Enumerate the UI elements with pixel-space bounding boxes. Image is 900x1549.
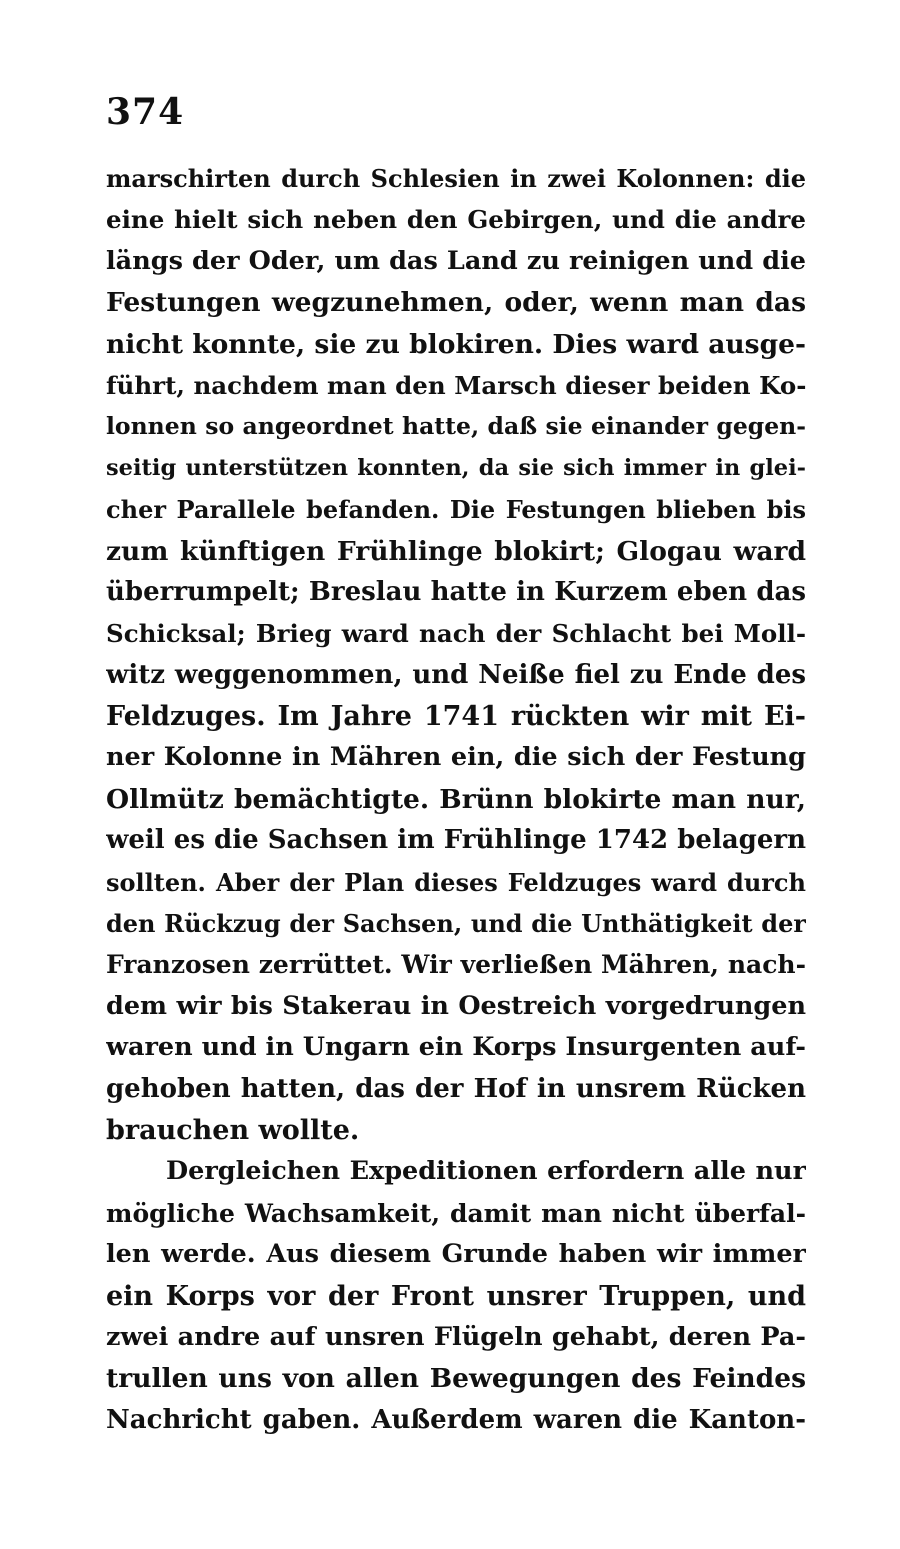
text-line: waren und in Ungarn ein Korps Insurgenten auf-: [106, 1032, 806, 1063]
text-line: weil es die Sachsen im Frühlinge 1742 belagern: [106, 825, 806, 856]
paragraph-start-line: Dergleichen Expeditionen erfordern alle nur: [166, 1156, 806, 1187]
text-line: mögliche Wachsamkeit, damit man nicht überfal-: [106, 1198, 806, 1228]
text-line: zum künftigen Frühlinge blokirt; Glogau ward: [106, 535, 806, 567]
text-line: Nachricht gaben. Außerdem waren die Kanton-: [106, 1404, 806, 1435]
text-line: lonnen so angeordnet hatte, daß sie einander gegen-: [106, 412, 806, 441]
text-line: Schicksal; Brieg ward nach der Schlacht bei Moll-: [106, 619, 806, 649]
text-line: sollten. Aber der Plan dieses Feldzuges ward durch: [106, 867, 806, 897]
text-line: eine hielt sich neben den Gebirgen, und die andre: [106, 205, 806, 235]
text-line: Feldzuges. Im Jahre 1741 rückten wir mit Ei-: [106, 701, 806, 733]
body-text: [106, 158, 806, 1441]
text-line: Franzosen zerrüttet. Wir verließen Mähren, nach-: [106, 950, 806, 980]
text-line: nicht konnte, sie zu blokiren. Dies ward ausge-: [106, 328, 806, 360]
text-line: Ollmütz bemächtigte. Brünn blokirte man nur,: [106, 783, 806, 815]
text-line: den Rückzug der Sachsen, und die Unthätigkeit der: [106, 909, 806, 939]
text-line: dem wir bis Stakerau in Oestreich vorgedrungen: [106, 990, 806, 1021]
text-line: trullen uns von allen Bewegungen des Feindes: [106, 1363, 806, 1395]
text-line: ner Kolonne in Mähren ein, die sich der Festung: [106, 742, 806, 773]
text-line: führt, nachdem man den Marsch dieser beiden Ko-: [106, 370, 806, 400]
text-line: cher Parallele befanden. Die Festungen blieben bis: [106, 495, 806, 525]
text-line: Festungen wegzunehmen, oder, wenn man das: [106, 287, 806, 319]
text-line: marschirten durch Schlesien in zwei Kolonnen: die: [106, 164, 806, 193]
text-line: zwei andre auf unsren Flügeln gehabt, deren Pa-: [106, 1321, 806, 1352]
text-line: witz weggenommen, und Neiße fiel zu Ende des: [106, 659, 806, 690]
text-line: ein Korps vor der Front unsrer Truppen, und: [106, 1280, 806, 1312]
text-line: len werde. Aus diesem Grunde haben wir immer: [106, 1239, 806, 1270]
paragraph-end-line: brauchen wollte.: [106, 1114, 360, 1146]
text-line: seitig unterstützen konnten, da sie sich immer in glei-: [106, 454, 806, 481]
text-line: längs der Oder, um das Land zu reinigen und die: [106, 245, 806, 276]
text-line: überrumpelt; Breslau hatte in Kurzem eben das: [106, 576, 806, 607]
text-line: gehoben hatten, das der Hof in unsrem Rücken: [106, 1073, 806, 1104]
page-number: 374: [106, 91, 185, 133]
